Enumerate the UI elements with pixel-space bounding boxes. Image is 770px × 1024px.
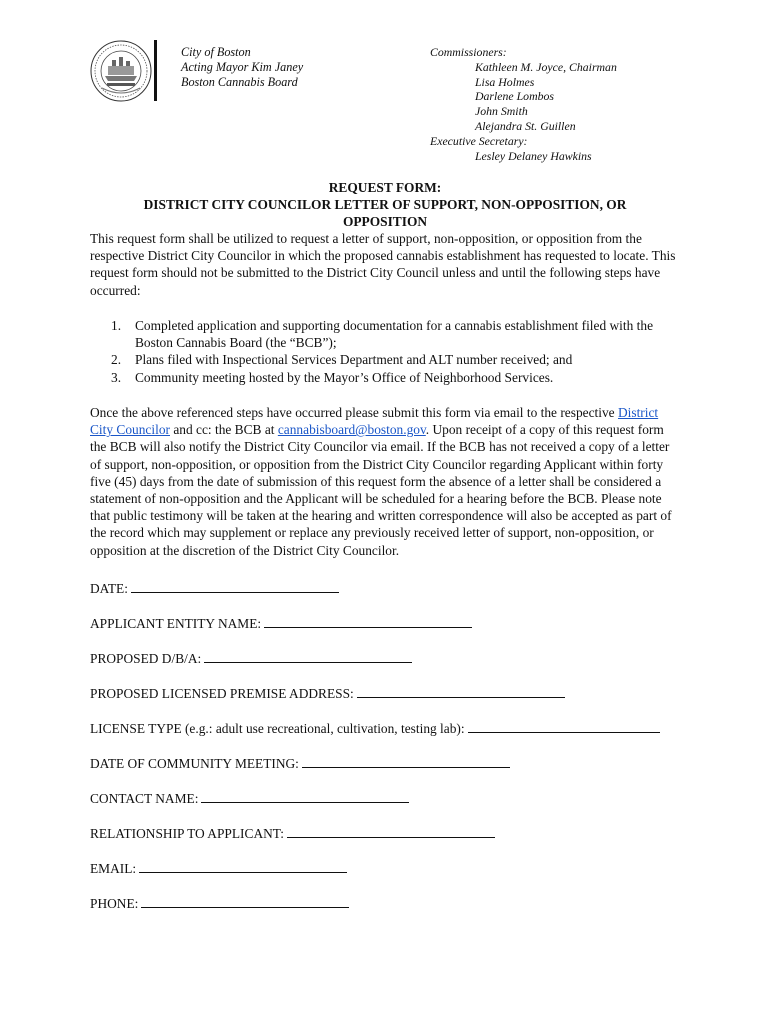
- title-line-3: OPPOSITION: [342, 214, 428, 229]
- commissioners-label: Commissioners:: [430, 45, 507, 59]
- date-input-line[interactable]: [131, 580, 339, 593]
- premise-address-field: [90, 685, 565, 702]
- applicant-entity-name-input-line[interactable]: [264, 615, 472, 628]
- list-number: 1.: [111, 318, 122, 333]
- email-field: [90, 860, 347, 877]
- email-input-line[interactable]: [139, 860, 347, 873]
- cannabisboard-email-link[interactable]: cannabisboard@boston.gov: [277, 422, 426, 438]
- list-item: [90, 369, 680, 386]
- field-label: APPLICANT ENTITY NAME:: [90, 616, 262, 631]
- commissioner-name: Darlene Lombos: [475, 89, 554, 104]
- header-divider: [154, 40, 157, 101]
- community-meeting-date-input-line[interactable]: [302, 755, 510, 768]
- field-label: PROPOSED LICENSED PREMISE ADDRESS:: [90, 686, 354, 701]
- list-item: [90, 317, 680, 351]
- commissioner-name: John Smith: [475, 104, 528, 119]
- commissioner-name: Alejandra St. Guillen: [475, 118, 576, 133]
- secretary-name: Lesley Delaney Hawkins: [475, 148, 592, 163]
- paragraph-text: Once the above referenced steps have occurred please submit this form via email to the respective: [90, 405, 618, 420]
- list-number: 2.: [111, 352, 122, 368]
- field-label: CONTACT NAME:: [90, 791, 199, 806]
- field-label: RELATIONSHIP TO APPLICANT:: [90, 826, 285, 841]
- commissioners-block: [430, 45, 617, 163]
- steps-list: [90, 317, 680, 386]
- organization-block: [181, 45, 303, 90]
- field-label: PHONE:: [90, 896, 139, 911]
- org-city: City of Boston: [181, 45, 251, 59]
- list-text: Completed application and supporting documentation for a cannabis establishment filed with the Boston Cannabis Board (the “BCB”);: [135, 318, 654, 351]
- date-field: [90, 580, 339, 597]
- relationship-field: [90, 825, 495, 842]
- list-text: Community meeting hosted by the Mayor’s Office of Neighborhood Services.: [135, 369, 554, 385]
- field-label: EMAIL:: [90, 861, 137, 876]
- applicant-entity-name-field: [90, 615, 472, 632]
- relationship-input-line[interactable]: [287, 825, 495, 838]
- org-board: Boston Cannabis Board: [181, 75, 298, 89]
- field-label: DATE:: [90, 581, 128, 596]
- title-line-2: DISTRICT CITY COUNCILOR LETTER OF SUPPORT, NON-OPPOSITION, OR: [143, 197, 627, 212]
- proposed-dba-input-line[interactable]: [204, 650, 412, 663]
- field-label: LICENSE TYPE (e.g.: adult use recreational, cultivation, testing lab):: [90, 721, 465, 736]
- premise-address-input-line[interactable]: [357, 685, 565, 698]
- phone-input-line[interactable]: [141, 895, 349, 908]
- phone-field: [90, 895, 349, 912]
- commissioner-name: Lisa Holmes: [475, 74, 535, 89]
- list-item: [90, 351, 680, 368]
- proposed-dba-field: [90, 650, 412, 667]
- secretary-label: Executive Secretary:: [430, 133, 528, 148]
- intro-paragraph: This request form shall be utilized to request a letter of support, non-opposition, or opposition from the respective District City Councilor in which the proposed cannabis establishment has requested to locate. This request form should not be submitted to the District City Council unless and until the following steps have occurred:: [90, 231, 676, 298]
- contact-name-field: [90, 790, 409, 807]
- paragraph-text: and cc: the BCB at: [169, 422, 278, 438]
- district-city-councilor-link[interactable]: District City Councilor: [90, 405, 659, 438]
- community-meeting-date-field: [90, 755, 510, 772]
- form-title: [90, 179, 680, 230]
- field-label: PROPOSED D/B/A:: [90, 651, 202, 666]
- title-line-1: REQUEST FORM:: [328, 180, 442, 195]
- commissioner-name: Kathleen M. Joyce, Chairman: [475, 59, 617, 74]
- field-label: DATE OF COMMUNITY MEETING:: [90, 756, 299, 771]
- city-of-boston-seal-icon: [90, 40, 152, 102]
- list-text: Plans filed with Inspectional Services Department and ALT number received; and: [135, 352, 573, 368]
- license-type-field: [90, 720, 660, 737]
- submission-paragraph: [90, 404, 680, 559]
- org-mayor: Acting Mayor Kim Janey: [181, 60, 304, 74]
- paragraph-text: . Upon receipt of a copy of this request form the BCB will also notify the District City Councilor via email. If the BCB has not received a copy of a letter of support, non-opposition, or opposition from the District City Councilor regarding Applicant within forty five (45) days from the date of submission of this request form the absence of a letter shall be considered a statement of non-opposition and the Applicant will be scheduled for a hearing before the BCB. Please note that public testimony will be taken at the hearing and written correspondence will also be accepted as part of the record which may supplement or replace any previously received letter of support, non-opposition, or opposition at the discretion of the District City Councilor.: [90, 422, 672, 558]
- contact-name-input-line[interactable]: [201, 790, 409, 803]
- license-type-input-line[interactable]: [468, 720, 660, 733]
- list-number: 3.: [111, 369, 122, 385]
